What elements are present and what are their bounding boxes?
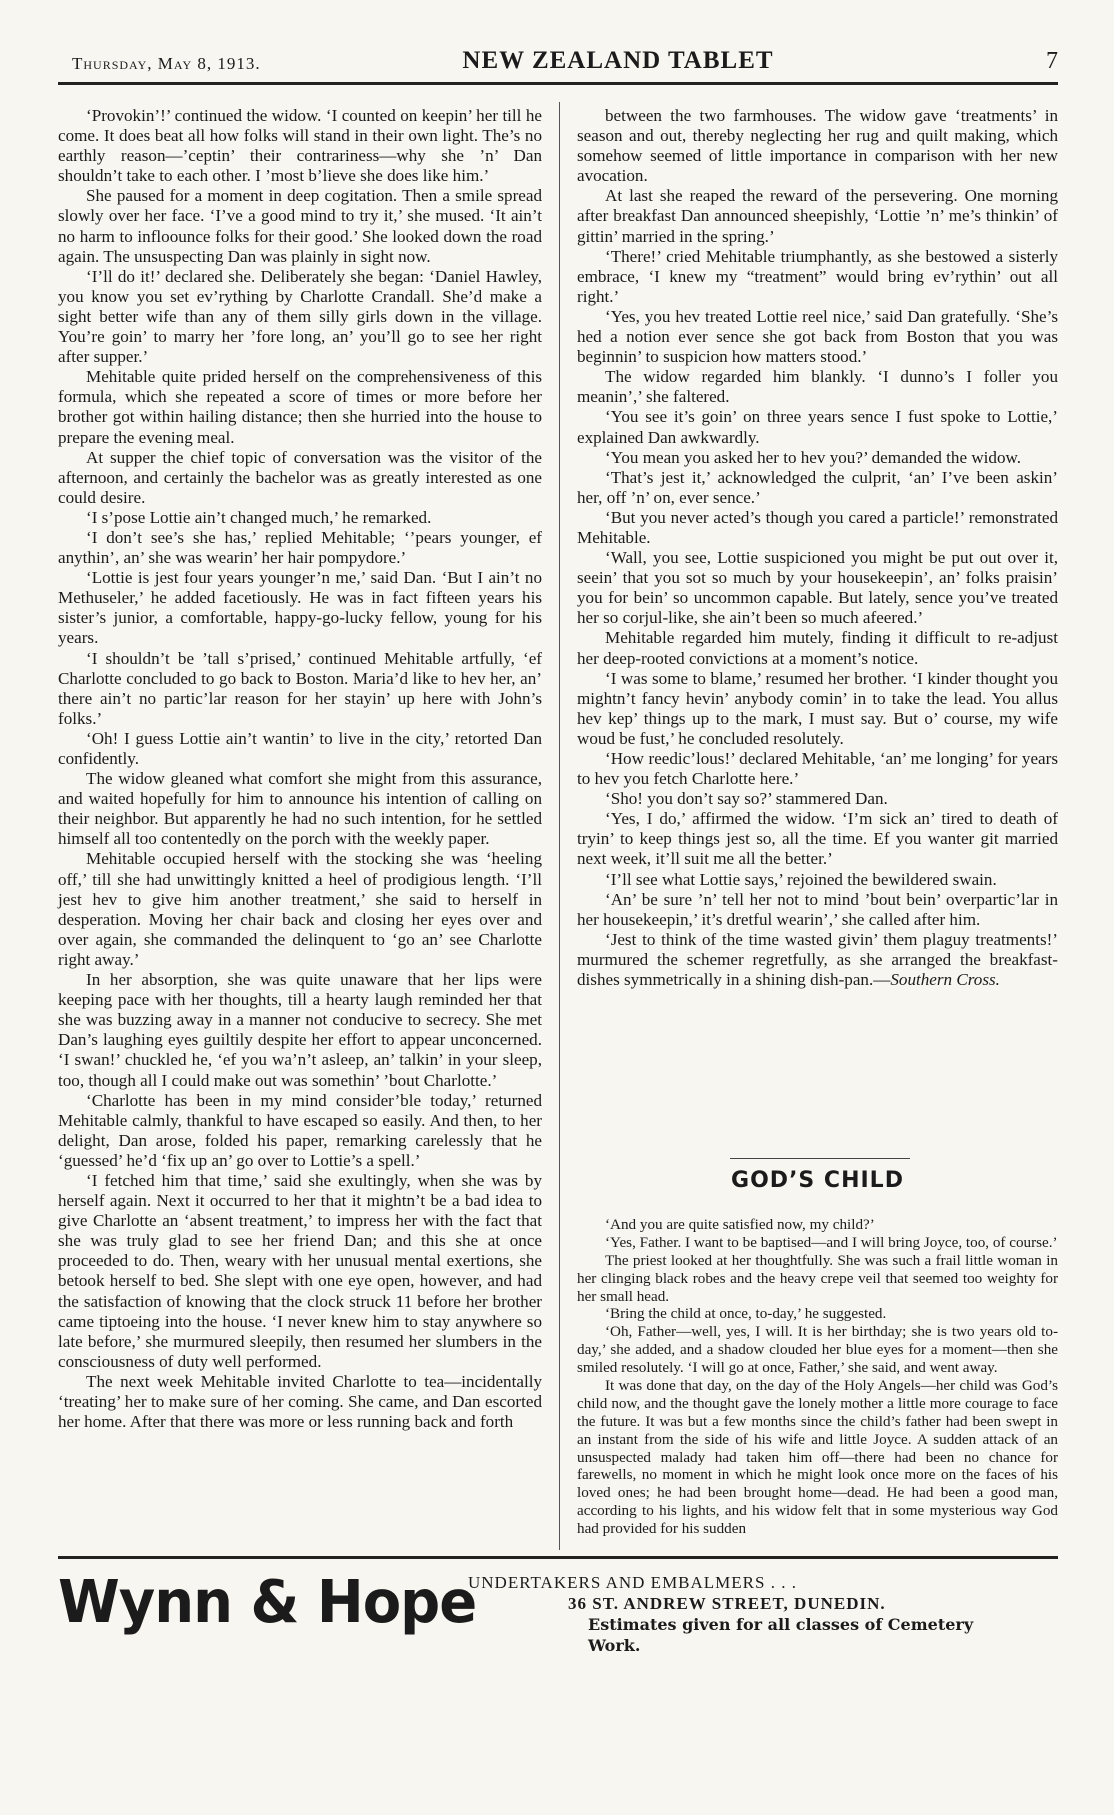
paragraph: At last she reaped the reward of the persevering. One morning after breakfast Dan announced sheepishly, ‘Lottie ’n’ me’s thinkin’ of gittin’ married in the spring.’	[577, 186, 1058, 246]
paragraph: ‘You see it’s goin’ on three years sence I fust spoke to Lottie,’ explained Dan awkwardly.	[577, 407, 1058, 447]
paragraph: ‘Sho! you don’t say so?’ stammered Dan.	[605, 789, 888, 809]
advertisement-rule	[58, 1556, 1058, 1559]
paragraph: ‘I don’t see’s she has,’ replied Mehitable; ‘’pears younger, ef anythin’, an’ she was wearin’ her hair pompydore.’	[58, 527, 542, 568]
paragraph: The widow gleaned what comfort she might from this assurance, and waited hopefully for him to announce his intention of calling on their neighbor. But apparently he had no such intention, for he settled himself all too contentedly on the porch with the weekly paper.	[58, 769, 542, 849]
paragraph: ‘Yes, I do,’ affirmed the widow. ‘I’m sick an’ tired to death of tryin’ to keep things jest so, all the time. Ef you wanter git married next week, it’ll suit me all the better.’	[577, 809, 1058, 869]
left-column	[58, 106, 542, 1432]
paragraph: The next week Mehitable invited Charlotte to tea—incidentally ‘treating’ her to make sure of her coming. She came, and Dan escorted her home. After that there was more or less running back and forth	[58, 1371, 542, 1432]
ad-line-services: UNDERTAKERS AND EMBALMERS . . .	[468, 1573, 797, 1592]
right-column	[577, 106, 1058, 990]
paragraph: ‘You mean you asked her to hev you?’ demanded the widow.	[605, 447, 1022, 467]
paragraph: ‘Charlotte has been in my mind consider’ble today,’ returned Mehitable calmly, thankful to have escaped so easily. And then, to her delight, Dan arose, folded his paper, remarking carelessly that he ‘guessed’ he’d ‘fix up an’ go over to Lottie’s a spell.’	[58, 1090, 542, 1170]
paragraph: Mehitable regarded him mutely, finding it difficult to re-adjust her deep-rooted convictions at a moment’s notice.	[577, 628, 1058, 668]
header-date: Thursday, May 8, 1913.	[72, 54, 261, 73]
paragraph: between the two farmhouses. The widow gave ‘treatments’ in season and out, thereby neglecting her rug and quilt making, which somehow seemed of little importance in comparison with her new avocation.	[577, 106, 1058, 186]
paragraph: The priest looked at her thoughtfully. She was such a frail little woman in her clinging black robes and the heavy crepe veil that seemed too weighty for her small head.	[577, 1251, 1058, 1305]
paragraph: ‘Oh! I guess Lottie ain’t wantin’ to live in the city,’ retorted Dan confidently.	[58, 728, 542, 768]
paragraph-text: ‘Jest to think of the time wasted givin’ them plaguy treatments!’ murmured the schemer regretfully, as she arranged the breakfast-dishes symmetrically in a shining dish-pan.—	[577, 929, 1058, 990]
ad-line-estimates: Estimates given for all classes of Cemetery Work.	[588, 1615, 974, 1655]
paragraph: ‘I s’pose Lottie ain’t changed much,’ he remarked.	[86, 507, 432, 527]
paragraph: The widow regarded him blankly. ‘I dunno’s I foller you meanin’,’ she faltered.	[577, 367, 1058, 407]
paragraph: ‘I’ll do it!’ declared she. Deliberately she began: ‘Daniel Hawley, you know you set ev’rything by Charlotte Crandall. She’d make a sight better wife than any of them silly girls down in the village. You’re goin’ to marry her ’fore long, an’ you’ll go to see her right after supper.’	[58, 266, 542, 367]
advertisement-text	[468, 1572, 1028, 1656]
paragraph: ‘An’ be sure ’n’ tell her not to mind ’bout bein’ overpartic’lar in her housekeepin,’ it’s dretful wearin’,’ she called after him.	[577, 889, 1058, 929]
paragraph: Mehitable quite prided herself on the comprehensiveness of this formula, which she repeated a score of times or more before her brother got within hailing distance; then she hurried into the house to prepare the evening meal.	[58, 367, 542, 447]
paragraph: Mehitable occupied herself with the stocking she was ‘heeling off,’ till she had unwittingly knitted a heel of prodigious length. ‘I’ll jest hev to give him another treatment,’ she said to herself in desperation. Moving her chair back and closing her eyes over and over again, she commanded the delinquent to ‘go an’ see Charlotte right away.’	[58, 849, 542, 969]
paragraph: ‘And you are quite satisfied now, my child?’	[605, 1216, 875, 1233]
paragraph: ‘How reedic’lous!’ declared Mehitable, ‘an’ me longing’ for years to hev you fetch Charlotte here.’	[577, 749, 1058, 789]
column-divider	[559, 102, 560, 1550]
paragraph: ‘Bring the child at once, to-day,’ he suggested.	[605, 1305, 887, 1323]
paragraph: She paused for a moment in deep cogitation. Then a smile spread slowly over her face. ‘I’ve a good mind to try it,’ she mused. ‘It ain’t no harm to infloounce folks for their good.’ She looked down the road again. The unsuspecting Dan was plainly in sight now.	[58, 186, 542, 266]
ad-line-address: 36 ST. ANDREW STREET, DUNEDIN.	[568, 1594, 886, 1613]
paragraph: ‘I shouldn’t be ’tall s’prised,’ continued Mehitable artfully, ‘ef Charlotte concluded to go back to Boston. Maria’d like to hev her, an’ there ain’t no partic’lar reason for her stayin’ up here with John’s folks.’	[58, 648, 542, 728]
paragraph: ‘But you never acted’s though you cared a particle!’ remonstrated Mehitable.	[577, 507, 1058, 547]
paragraph	[577, 930, 1058, 990]
page-number: 7	[1046, 48, 1058, 74]
advertisement	[58, 1566, 1058, 1686]
section-rule	[730, 1158, 910, 1159]
paragraph: ‘I’ll see what Lottie says,’ rejoined the bewildered swain.	[605, 869, 997, 889]
paragraph: At supper the chief topic of conversation was the visitor of the afternoon, and certainly the bachelor was as greatly interested as one could desire.	[58, 447, 542, 507]
paragraph: ‘Yes, you hev treated Lottie reel nice,’ said Dan gratefully. ‘She’s hed a notion ever sence she got back from Boston that you was beginnin’ to suspicion how matters stood.’	[577, 306, 1058, 367]
paragraph: ‘That’s jest it,’ acknowledged the culprit, ‘an’ I’ve been askin’ her, off ’n’ on, ever sence.’	[577, 467, 1058, 507]
article-title: GOD’S CHILD	[731, 1168, 904, 1193]
paragraph: ‘Yes, Father. I want to be baptised—and I will bring Joyce, too, of course.’	[605, 1233, 1058, 1251]
gods-child-article	[577, 1216, 1058, 1538]
paragraph: ‘Provokin’!’ continued the widow. ‘I counted on keepin’ her till he come. It does beat all how folks will stand in their own light. The’s no earthly reason—’ceptin’ their contrariness—why she ’n’ Dan shouldn’t take to each other. I ’most b’lieve she does like him.’	[58, 106, 542, 186]
paragraph: ‘I was some to blame,’ resumed her brother. ‘I kinder thought you mightn’t fancy hevin’ anybody comin’ in to take the lead. You allus hev kep’ things up to the mark, I must say. But o’ course, my wife woud be fust,’ he concluded resolutely.	[577, 668, 1058, 748]
paragraph: ‘Oh, Father—well, yes, I will. It is her birthday; she is two years old to-day,’ she added, and a shadow clouded her blue eyes for a moment—then she smiled resolutely. ‘I will go at once, Father,’ she said, and went away.	[577, 1323, 1058, 1377]
header-rule	[58, 82, 1058, 85]
newspaper-title: NEW ZEALAND TABLET	[462, 47, 774, 74]
paragraph: In her absorption, she was quite unaware that her lips were keeping pace with her thoughts, till a hearty laugh reminded her that she was buzzing away in a manner not conducive to secrecy. She met Dan’s laughing eyes guiltily despite her effort to appear unconcerned. ‘I swan!’ chuckled he, ‘ef you wa’n’t asleep, an’ talkin’ in your sleep, too, though all I could make out was somethin’ ’bout Charlotte.’	[58, 970, 542, 1090]
paragraph: ‘There!’ cried Mehitable triumphantly, as she bestowed a sisterly embrace, ‘I knew my “treatment” would bring ev’rythin’ out all right.’	[577, 246, 1058, 306]
source-credit: Southern Cross.	[890, 970, 1000, 990]
paragraph: It was done that day, on the day of the Holy Angels—her child was God’s child now, and the thought gave the lonely mother a little more courage to face the future. It was but a few months since the child’s father had been swept in an instant from the side of his wife and little Joyce. A sudden attack of an unsuspected malady had taken him off—there had been no chance for farewells, no moment in which he might look once more on the faces of his loved ones; he had been brought home—dead. He had been a good man, according to his lights, and his widow felt that in some mysterious way God had provided for his sudden	[577, 1377, 1058, 1538]
advertiser-logo: Wynn & Hope	[58, 1568, 477, 1637]
paragraph: ‘Wall, you see, Lottie suspicioned you might be put out over it, seein’ that you sot so much by your housekeepin’, an’ folks praisin’ you for bein’ so uncommon capable. But lately, sence you’ve treated her so corjul-like, she ain’t been so much afeered.’	[577, 548, 1058, 628]
paragraph: ‘I fetched him that time,’ said she exultingly, when she was by herself again. Next it occurred to her that it mightn’t be a bad idea to give Charlotte an ‘absent treatment,’ to impress her with the fact that she was truly glad to see her friend Dan; and this she at once proceeded to do. Then, weary with her unusual mental exertions, she betook herself to bed. She slept with one eye open, however, and had the satisfaction of knowing that the clock struck 11 before her brother came tiptoeing into the house. ‘I never knew him to stay anywhere so late before,’ she murmured sleepily, then resumed her slumbers in the consciousness of duty well performed.	[58, 1170, 542, 1371]
paragraph: ‘Lottie is jest four years younger’n me,’ said Dan. ‘But I ain’t no Methuseler,’ he added facetiously. He was in fact fifteen years his sister’s junior, a comfortable, happy-go-lucky fellow, young for his years.	[58, 568, 542, 648]
page-header	[58, 44, 1058, 78]
